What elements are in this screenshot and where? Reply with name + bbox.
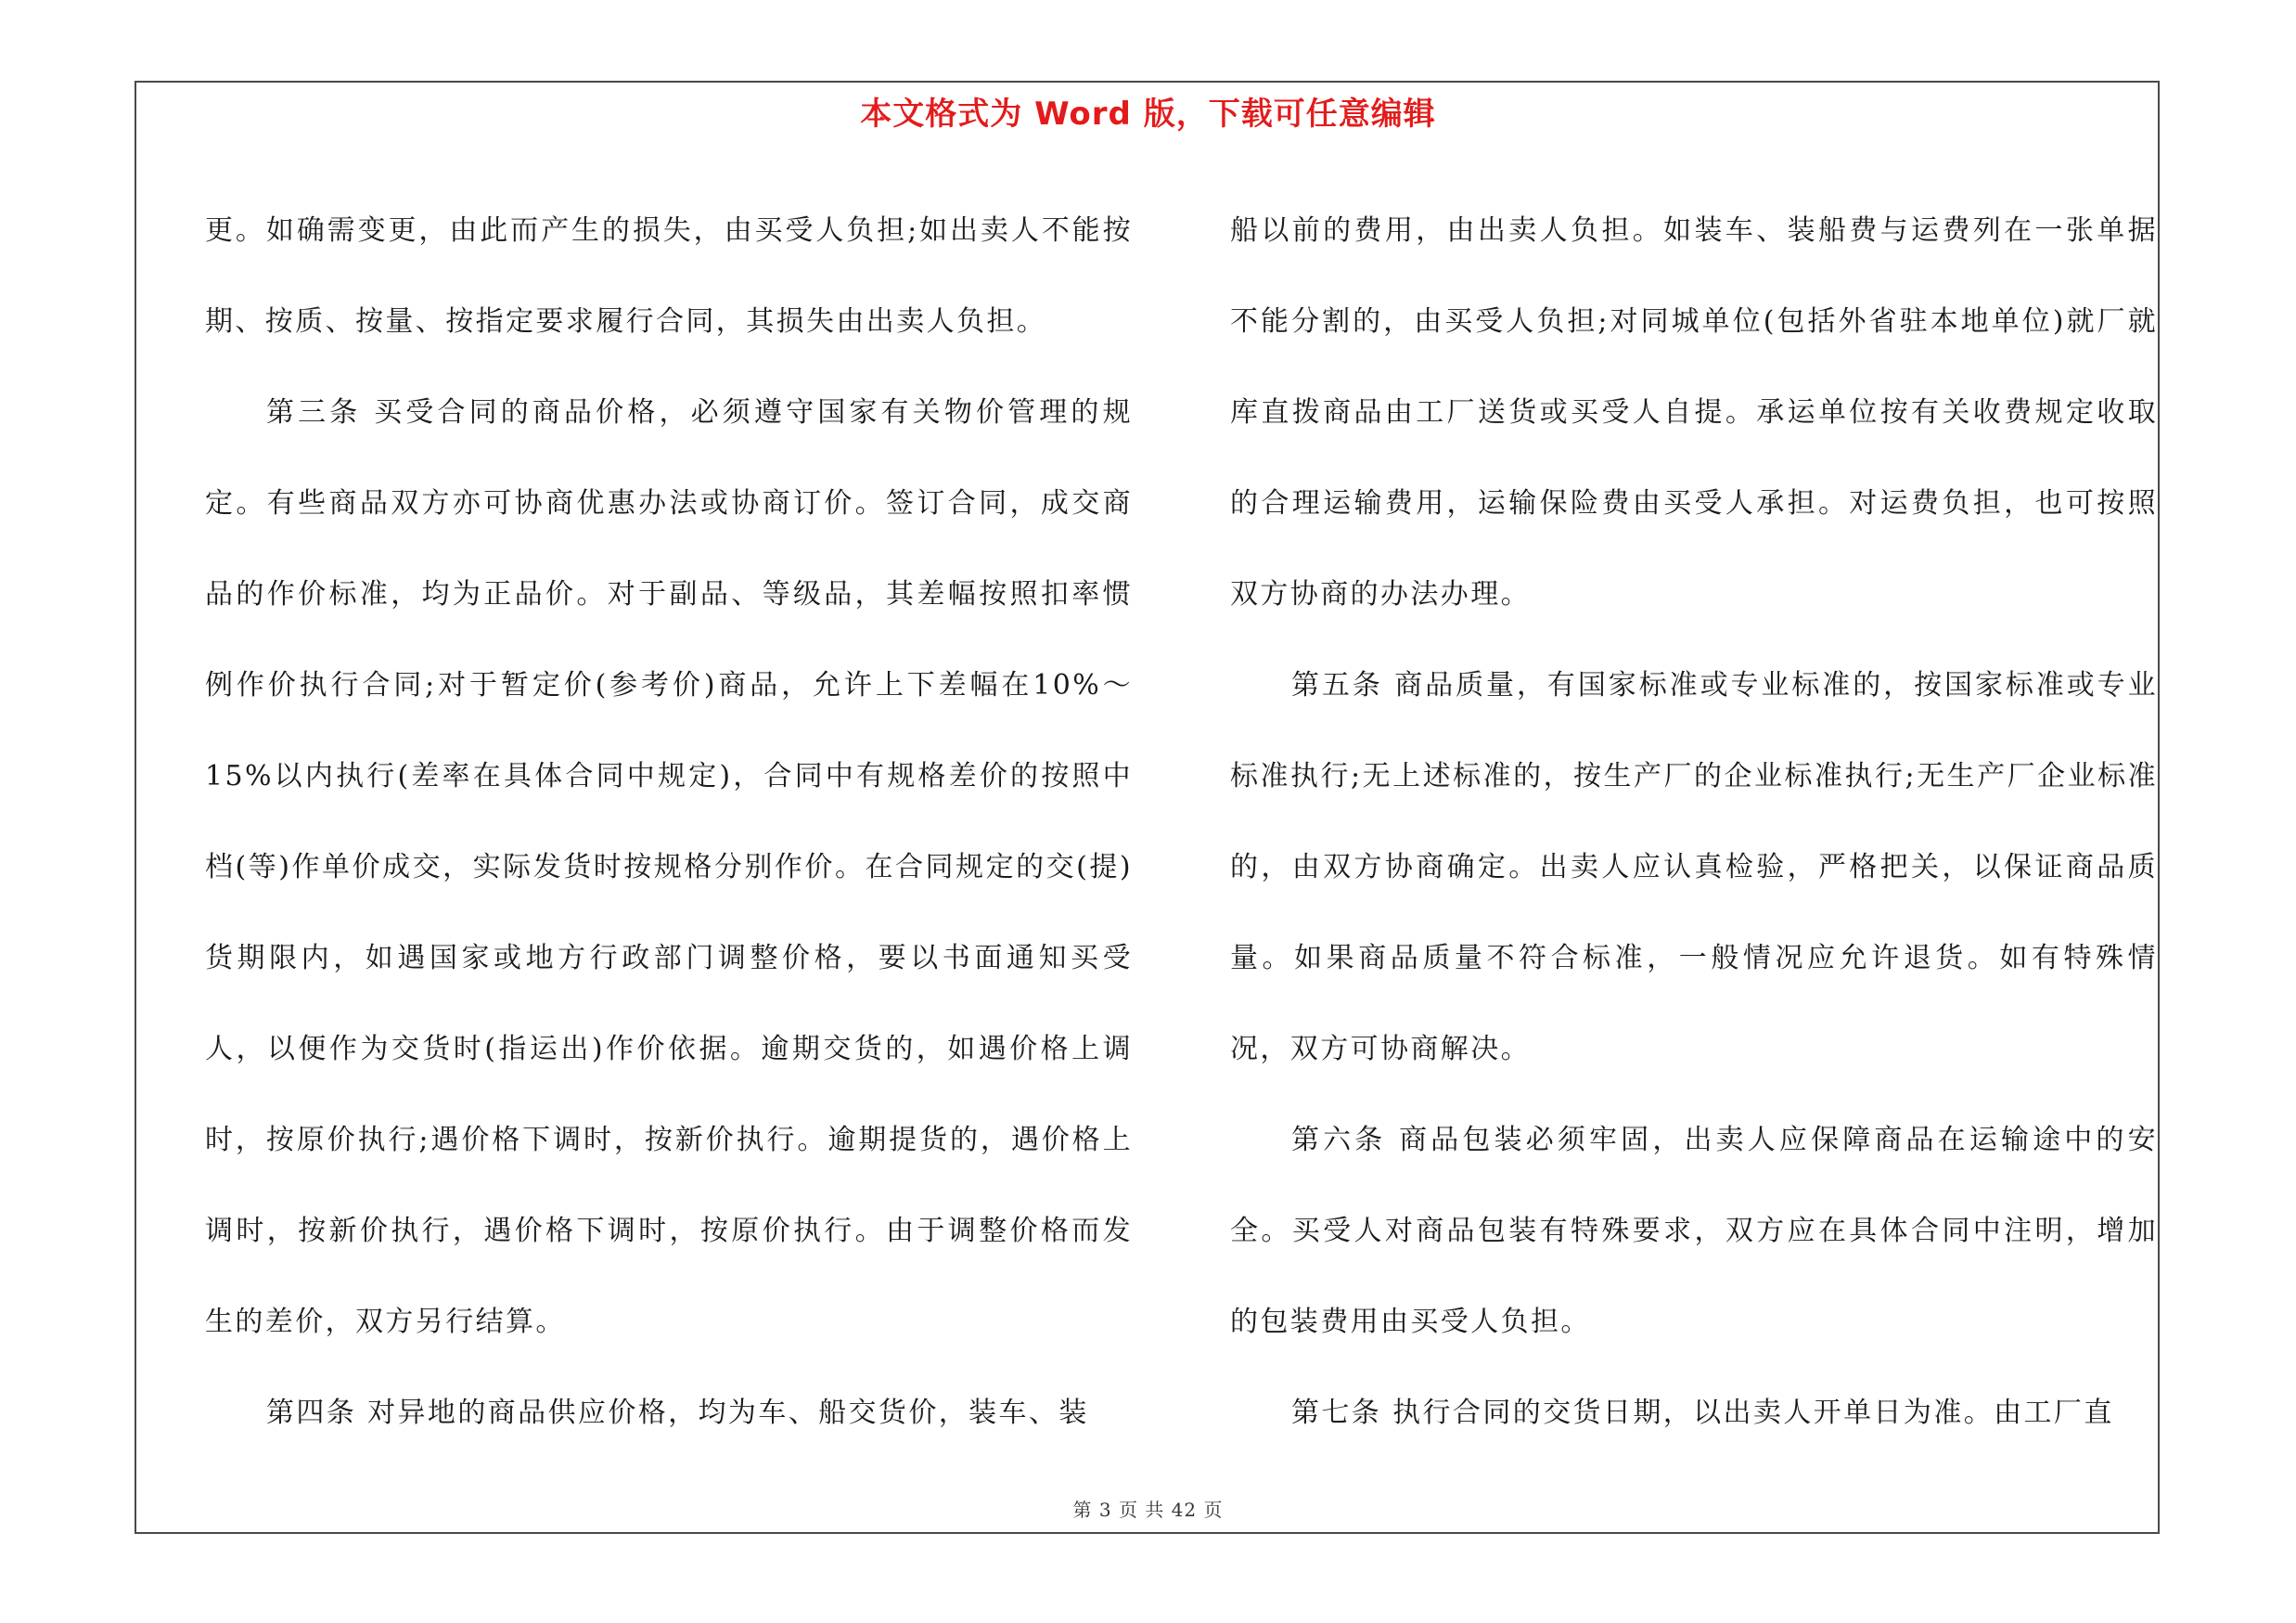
- right-column: [1230, 186, 2158, 1459]
- paragraph-article-3: 第三条 买受合同的商品价格，必须遵守国家有关物价管理的规定。有些商品双方亦可协商优惠办法或协商订价。签订合同，成交商品的作价标准，均为正品价。对于副品、等级品，其差幅按照扣率惯例作价执行合同;对于暂定价(参考价)商品，允许上下差幅在10%～15%以内执行(差率在具体合同中规定)，合同中有规格差价的按照中档(等)作单价成交，实际发货时按规格分别作价。在合同规定的交(提)货期限内，如遇国家或地方行政部门调整价格，要以书面通知买受人，以便作为交货时(指运出)作价依据。逾期交货的，如遇价格上调时，按原价执行;遇价格下调时，按新价执行。逾期提货的，遇价格上调时，按新价执行，遇价格下调时，按原价执行。由于调整价格而发生的差价，双方另行结算。: [205, 396, 1133, 1338]
- paragraph-article-4: 第四条 对异地的商品供应价格，均为车、船交货价，装车、装: [266, 1397, 1089, 1429]
- paragraph: 船以前的费用，由出卖人负担。如装车、装船费与运费列在一张单据不能分割的，由买受人负担;对同城单位(包括外省驻本地单位)就厂就库直拨商品由工厂送货或买受人自提。承运单位按有关收费规定收取的合理运输费用，运输保险费由买受人承担。对运费负担，也可按照双方协商的办法办理。: [1230, 214, 2158, 611]
- paragraph-article-7: 第七条 执行合同的交货日期，以出卖人开单日为准。由工厂直: [1291, 1397, 2114, 1429]
- format-banner: 本文格式为 Word 版，下载可任意编辑: [860, 96, 1436, 133]
- page-number: 第 3 页 共 42 页: [1072, 1499, 1224, 1521]
- paragraph: 更。如确需变更，由此而产生的损失，由买受人负担;如出卖人不能按期、按质、按量、按指定要求履行合同，其损失由出卖人负担。: [205, 214, 1133, 338]
- left-column: [205, 186, 1133, 1459]
- paragraph-article-5: 第五条 商品质量，有国家标准或专业标准的，按国家标准或专业标准执行;无上述标准的，按生产厂的企业标准执行;无生产厂企业标准的，由双方协商确定。出卖人应认真检验，严格把关，以保证商品质量。如果商品质量不符合标准，一般情况应允许退货。如有特殊情况，双方可协商解决。: [1230, 669, 2158, 1065]
- paragraph-article-6: 第六条 商品包装必须牢固，出卖人应保障商品在运输途中的安全。买受人对商品包装有特殊要求，双方应在具体合同中注明，增加的包装费用由买受人负担。: [1230, 1124, 2158, 1338]
